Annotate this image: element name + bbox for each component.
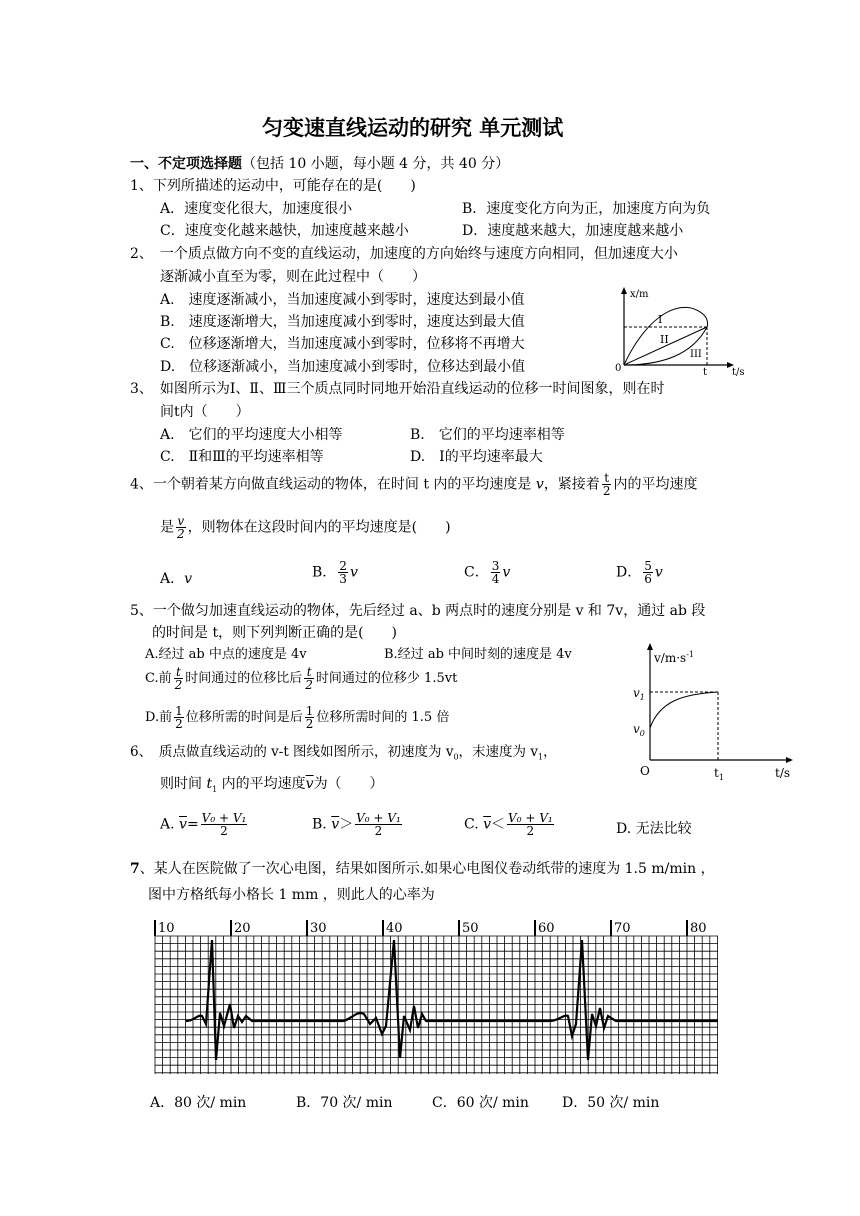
q4-b-frac	[338, 560, 348, 585]
q6-text-4: 则时间	[160, 776, 207, 792]
q4-d-den: 6	[644, 572, 652, 586]
q5-d-f1-den: 2	[175, 717, 183, 731]
section-label: 一、不定项选择题	[130, 156, 242, 172]
q4-d-label: D．	[616, 564, 642, 581]
q5-c-2: 时间通过的位移比后	[185, 671, 303, 686]
q6-sub-1: 1	[537, 752, 544, 762]
q7-option-c: C．60 次/ min	[432, 1095, 529, 1111]
q4-stem-1	[130, 472, 697, 497]
q5-d-f2-num: 1	[305, 704, 314, 718]
xt-label-1: I	[658, 313, 663, 326]
q5-c-frac-2	[304, 666, 314, 691]
q6-text-2: ，末速度为 v	[458, 744, 538, 760]
q6-b-den: 2	[374, 824, 383, 838]
xt-label-3: III	[690, 349, 702, 360]
ecg-tick-label: 30	[310, 921, 327, 936]
q3-stem-2: 间t内（ ）	[160, 404, 250, 420]
q4-frac-v-half	[176, 515, 186, 540]
q6-b-frac	[355, 812, 402, 837]
q4-a-label: A．	[160, 571, 185, 587]
q5-d-2: 位移所需的时间是后	[185, 710, 303, 725]
vt-v1-label: $v_1$	[633, 686, 645, 702]
q1-option-d: D．速度越来越大，加速度越来越小	[462, 223, 684, 239]
q2-option-d: D. 位移逐渐减小，当加速度减小到零时，位移达到最小值	[160, 359, 526, 375]
q7-stem-2: 图中方格纸每小格长 1 mm ，则此人的心率为	[148, 887, 435, 903]
q5-d-frac-2	[305, 705, 315, 730]
q7-text-1: 、某人在医院做了一次心电图，结果如图所示.如果心电图仪卷动纸带的速度为 1.5 m/min ，	[139, 861, 715, 877]
q6-stem-1	[130, 740, 557, 762]
q6-sub-0: 0	[453, 752, 459, 762]
q4-b-v: v	[349, 564, 358, 581]
q3-option-c: C. Ⅱ和Ⅲ的平均速率相等	[160, 449, 324, 465]
q6-c-num: V₀ + V₁	[508, 811, 553, 825]
q6-a-vbar: $\overline{v}$	[179, 816, 187, 833]
q5-d-f2-den: 2	[305, 717, 314, 731]
q4-d-v: v	[654, 564, 663, 581]
ecg-tick-label: 80	[690, 921, 707, 936]
ecg-tick-label: 60	[538, 921, 555, 936]
vt-graph	[630, 640, 800, 780]
q5-stem-1: 5、一个做匀加速直线运动的物体，先后经过 a、b 两点时的速度分别是 v 和 7v，通过 ab 段	[130, 603, 706, 619]
q6-a-num: V₀ + V₁	[201, 811, 247, 825]
q4-option-d	[616, 560, 663, 585]
xt-t-label: t	[703, 367, 708, 377]
q7-num: 7	[130, 861, 140, 877]
q5-c-frac-1	[174, 666, 184, 691]
q4-text-3: 内的平均速度	[613, 476, 698, 493]
q6-option-d: D. 无法比较	[616, 821, 692, 837]
xt-x-label: t/s	[732, 367, 745, 377]
ecg-tick-label: 10	[158, 921, 175, 936]
q5-c-1: C.前	[145, 671, 172, 686]
q7-option-d: D．50 次/ min	[562, 1095, 660, 1111]
q5-option-b: B.经过 ab 中间时刻的速度是 4v	[384, 647, 572, 662]
q6-c-vbar: $\overline{v}$	[483, 816, 492, 833]
vt-curve	[650, 692, 718, 728]
q2-stem-2: 逐渐减小直至为零，则在此过程中（ ）	[160, 269, 426, 285]
vt-t1-label: $t_1$	[714, 766, 724, 780]
xt-graph	[612, 285, 762, 377]
q2-option-b: B. 速度逐渐增大，当加速度减小到零时，速度达到最大值	[160, 314, 525, 330]
q6-a-label: A.	[160, 816, 175, 833]
q6-b-vbar: $\overline{v}$	[331, 816, 340, 833]
q5-c-f1-den: 2	[174, 678, 183, 692]
q3-option-d: D. Ⅰ的平均速率最大	[410, 449, 543, 465]
ecg-tick-label: 20	[234, 921, 251, 936]
xt-label-2: II	[660, 333, 669, 346]
q4-text-1: 4、一个朝着某方向做直线运动的物体，在时间 t 内的平均速度是	[130, 476, 536, 493]
page-title: 匀变速直线运动的研究 单元测试	[262, 115, 564, 140]
q6-b-num: V₀ + V₁	[356, 811, 401, 825]
q4-b-den: 3	[339, 572, 347, 586]
q4-frac2-den: 2	[177, 527, 185, 541]
q2-stem-1: 2、 一个质点做方向不变的直线运动，加速度的方向始终与速度方向相同，但加速度大小	[130, 246, 678, 262]
q5-d-1: D.前	[145, 710, 173, 725]
q1-stem: 1、下列所描述的运动中，可能存在的是( )	[130, 178, 416, 194]
q6-text-3: ，	[543, 744, 557, 760]
q5-option-c	[145, 666, 457, 691]
vt-y-label: $v/m\cdot s^{-1}$	[654, 650, 694, 665]
q3-stem-1: 3、 如图所示为Ⅰ、Ⅱ、Ⅲ三个质点同时同地开始沿直线运动的位移一时间图象，则在时	[130, 381, 665, 397]
ecg-tick-label: 50	[462, 921, 479, 936]
vt-origin: O	[640, 764, 650, 778]
q6-text-1: 6、 质点做直线运动的 v-t 图线如图所示，初速度为 v	[130, 744, 454, 760]
vt-x-arrow	[786, 757, 793, 763]
q4-c-label: C．	[464, 564, 489, 581]
q5-d-3: 位移所需时间的 1.5 倍	[316, 710, 450, 725]
q6-c-label: C.	[464, 816, 479, 833]
q4-d-frac	[643, 560, 653, 585]
vt-v0-label: $v_0$	[633, 722, 645, 738]
q3-option-a: A. 它们的平均速度大小相等	[160, 427, 343, 443]
q6-c-op: ＜	[491, 816, 506, 833]
xt-y-label: x/m	[630, 289, 649, 300]
q4-option-a	[160, 568, 192, 588]
q4-stem-2	[160, 515, 451, 540]
q5-c-3: 时间通过的位移少 1.5vt	[315, 671, 458, 686]
q6-b-label: B.	[312, 816, 327, 833]
q3-option-b: B. 它们的平均速率相等	[410, 427, 565, 443]
q4-text-2: ，紧接着	[543, 476, 600, 493]
ecg-grid	[155, 936, 718, 1074]
xt-origin: 0	[615, 363, 622, 374]
q4-b-label: B．	[312, 564, 337, 581]
q4-frac-t-half	[602, 472, 612, 497]
q4-b-num: 2	[339, 559, 347, 573]
q6-t1: t	[206, 776, 213, 792]
ecg-tick-label: 70	[614, 921, 631, 936]
q5-c-f2-num: t	[304, 666, 314, 679]
q5-d-f1-num: 1	[175, 704, 183, 718]
q6-c-frac	[507, 812, 554, 837]
q6-option-c	[464, 812, 556, 837]
q2-option-a: A. 速度逐渐减小，当加速度减小到零时，速度达到最小值	[160, 292, 525, 308]
section-header	[130, 153, 509, 173]
q1-option-a: A．速度变化很大，加速度很小	[160, 201, 353, 217]
q7-option-a: A．80 次/ min	[150, 1095, 247, 1111]
q4-text-4: 是	[160, 519, 174, 536]
q4-c-frac	[491, 560, 501, 585]
q4-frac2-num: v	[177, 514, 185, 528]
q4-frac-num: t	[602, 472, 612, 485]
ecg-tick-label: 40	[386, 921, 403, 936]
q5-c-f1-num: t	[174, 666, 184, 679]
q6-text-5: 内的平均速度	[217, 776, 306, 792]
q6-stem-2	[160, 773, 384, 794]
q4-c-v: v	[502, 564, 511, 581]
q6-b-op: ＞	[339, 816, 354, 833]
q6-t1-sub: 1	[212, 784, 218, 794]
q4-text-5: ，则物体在这段时间内的平均速度是( )	[187, 519, 451, 536]
q5-stem-2: 的时间是 t，则下列判断正确的是( )	[152, 625, 397, 641]
ecg-ticks	[155, 920, 707, 936]
q6-option-a	[160, 812, 249, 837]
q4-v: v	[535, 476, 544, 493]
q7-option-b: B．70 次/ min	[296, 1095, 393, 1111]
q1-option-b: B．速度变化方向为正，加速度方向为负	[462, 201, 711, 217]
ecg-chart	[150, 918, 720, 1078]
q5-d-frac-1	[174, 705, 184, 730]
q4-d-num: 5	[644, 559, 652, 573]
q6-a-den: 2	[220, 824, 228, 838]
vt-y-arrow	[647, 643, 653, 650]
q7-stem-1	[130, 858, 715, 878]
q5-option-d	[145, 705, 449, 730]
q6-option-b	[312, 812, 404, 837]
section-note: （包括 10 小题，每小题 4 分，共 40 分）	[242, 156, 510, 172]
xt-y-arrow	[621, 287, 627, 294]
q5-c-f2-den: 2	[305, 678, 313, 692]
q4-c-num: 3	[491, 559, 500, 573]
q6-a-op: =	[186, 816, 199, 833]
q4-c-den: 4	[491, 572, 500, 586]
q4-option-c	[464, 560, 510, 585]
q4-option-b	[312, 560, 358, 585]
q4-a-v: v	[184, 571, 193, 587]
q1-option-c: C．速度变化越来越快，加速度越来越小	[160, 223, 409, 239]
q2-option-c: C. 位移逐渐增大，当加速度减小到零时，位移将不再增大	[160, 336, 525, 352]
q6-a-frac	[201, 812, 248, 837]
q5-option-a: A.经过 ab 中点的速度是 4v	[145, 647, 307, 662]
q4-frac-den: 2	[602, 484, 611, 498]
q6-vbar: $\overline{v}$	[305, 776, 314, 792]
q6-c-den: 2	[526, 824, 535, 838]
q6-text-6: 为（ ）	[313, 776, 384, 792]
vt-x-label: t/s	[775, 766, 791, 780]
